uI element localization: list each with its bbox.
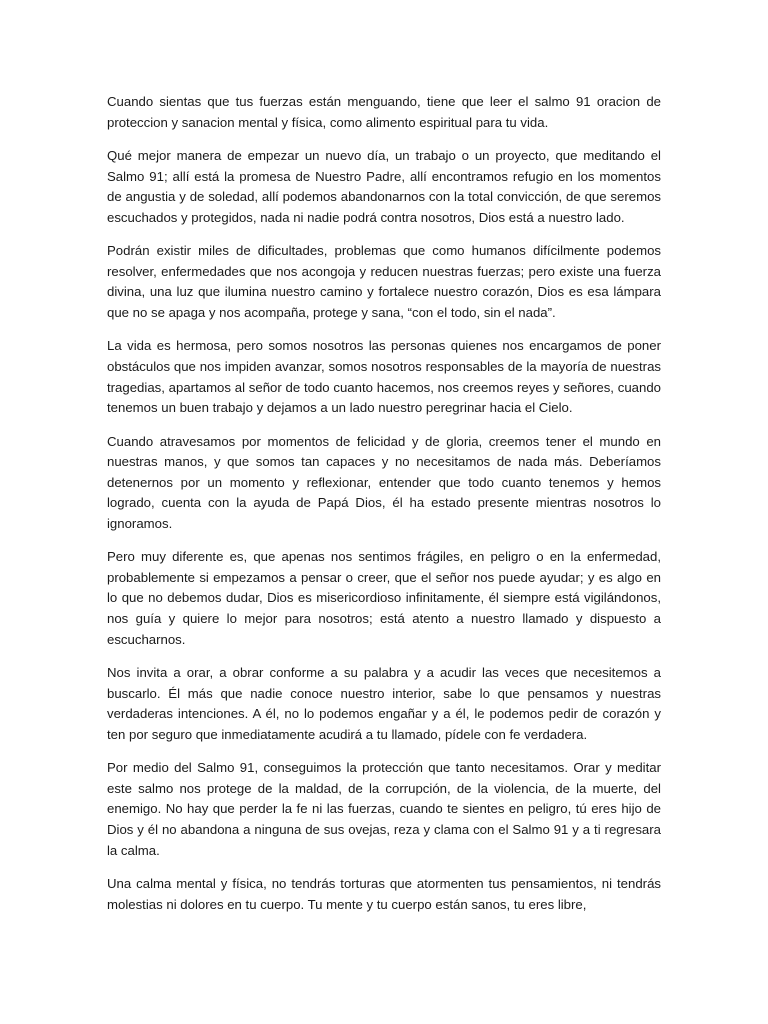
paragraph-4: La vida es hermosa, pero somos nosotros las personas quienes nos encargamos de poner obstáculos que nos impiden avanzar, somos nosotros responsables de la mayoría de nuestras tragedias, apartamos al señor de todo cuanto hacemos, nos creemos reyes y señores, cuando tenemos un buen trabajo y dejamos a un lado nuestro peregrinar hacia el Cielo. <box>107 338 661 416</box>
paragraph-7: Nos invita a orar, a obrar conforme a su palabra y a acudir las veces que necesitemos a buscarlo. Él más que nadie conoce nuestro interior, sabe lo que pensamos y nuestras verdaderas intenciones. A él, no lo podemos engañar y a él, le podemos pedir de corazón y ten por seguro que inmediatamente acudirá a tu llamado, pídele con fe verdadera. <box>107 665 661 742</box>
paragraph-1: Cuando sientas que tus fuerzas están menguando, tiene que leer el salmo 91 oracion de proteccion y sanacion mental y física, como alimento espiritual para tu vida. <box>107 94 661 130</box>
paragraph-6: Pero muy diferente es, que apenas nos sentimos frágiles, en peligro o en la enfermedad, probablemente si empezamos a pensar o creer, que el señor nos puede ayudar; y es algo en lo que no debemos dudar, Dios es misericordioso infinitamente, él siempre está vigilándonos, nos guía y quiere lo mejor para nosotros; está atento a nuestro llamado y dispuesto a escucharnos. <box>107 549 661 647</box>
document-body <box>107 92 661 928</box>
paragraph-2: Qué mejor manera de empezar un nuevo día, un trabajo o un proyecto, que meditando el Salmo 91; allí está la promesa de Nuestro Padre, allí encontramos refugio en los momentos de angustia y de soledad, allí podemos abandonarnos con la total convicción, de que seremos escuchados y protegidos, nada ni nadie podrá contra nosotros, Dios está a nuestro lado. <box>107 147 661 225</box>
paragraph-8: Por medio del Salmo 91, conseguimos la protección que tanto necesitamos. Orar y meditar este salmo nos protege de la maldad, de la corrupción, de la violencia, de la muerte, del enemigo. No hay que perder la fe ni las fuerzas, cuando te sientes en peligro, tú eres hijo de Dios y él no abandona a ninguna de sus ovejas, reza y clama con el Salmo 91 y a ti regresara la calma. <box>107 760 661 858</box>
paragraph-9: Una calma mental y física, no tendrás torturas que atormenten tus pensamientos, ni tendrás molestias ni dolores en tu cuerpo. Tu mente y tu cuerpo están sanos, tu eres libre, <box>107 875 661 912</box>
paragraph-5: Cuando atravesamos por momentos de felicidad y de gloria, creemos tener el mundo en nuestras manos, y que somos tan capaces y no necesitamos de nada más. Deberíamos detenernos por un momento y reflexionar, entender que todo cuanto tenemos y hemos logrado, cuenta con la ayuda de Papá Dios, él ha estado presente mientras nosotros lo ignoramos. <box>107 433 661 531</box>
paragraph-3: Podrán existir miles de dificultades, problemas que como humanos difícilmente podemos resolver, enfermedades que nos acongoja y reducen nuestras fuerzas; pero existe una fuerza divina, una luz que ilumina nuestro camino y fortalece nuestro corazón, Dios es esa lámpara que no se apaga y nos acompaña, protege y sana, “con el todo, sin el nada”. <box>107 243 661 320</box>
